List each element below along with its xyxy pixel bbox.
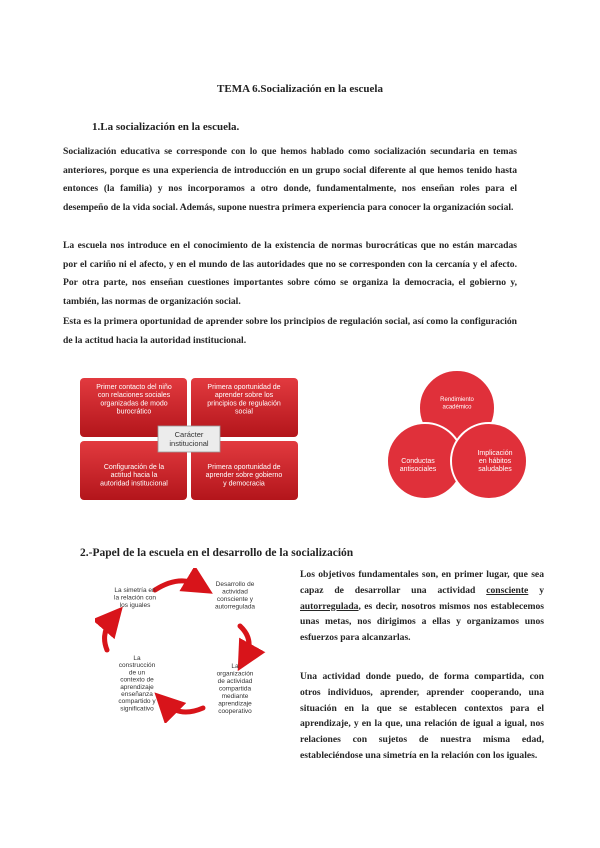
cycle-1-line: actividad <box>222 588 248 596</box>
section-heading-1: 1.La socialización en la escuela. <box>92 121 240 133</box>
cycle-2-line: de actividad <box>217 678 253 685</box>
venn-3-line: en hábitos <box>478 458 512 465</box>
shared-activity-paragraph: Una actividad donde puedo, de forma compartida, con otros individuos, aprender, aprender cooperando, una situación en la que se establecen contextos para el aprendizaje, y en la que, una relación de igual a igual, nos relaciones con sujetos de nuestra misma edad, estableciéndose una simetría en la relación con los iguales. <box>300 671 544 761</box>
cycle-arrow-2 <box>240 626 249 658</box>
cycle-2-line: cooperativo <box>218 708 252 715</box>
quadrant-4-line: aprender sobre gobierno <box>205 472 283 480</box>
cycle-3-line: La <box>133 655 141 662</box>
cycle-arrow-3 <box>165 703 203 712</box>
quadrant-1-line: con relaciones sociales <box>97 392 171 400</box>
cycle-4-line: los iguales <box>119 602 151 609</box>
cycle-2-line: aprendizaje <box>218 700 252 708</box>
underlined-self-regulated: autorregulada <box>300 600 359 612</box>
cycle-1-line: autorregulada <box>214 603 256 611</box>
quadrant-2-line: principios de regulación <box>207 400 281 408</box>
quadrant-4-line: y democracia <box>223 480 265 488</box>
quadrant-3-line: Configuración de la <box>103 464 165 471</box>
cycle-3-line: significativo <box>120 705 154 713</box>
venn-2-line: Conductas <box>401 458 435 465</box>
venn-diagram <box>385 368 530 503</box>
paragraph-2: La escuela nos introduce en el conocimiento de la existencia de normas burocráticas que no están marcadas por el cariño ni el afecto, y en el mundo de las autoridades que no se corresponden con la cercanía y el afecto. Por otra parte, nos enseñan cuestiones importantes sobre cómo se organiza la democracia, el gobierno y, también, las normas de organización social. <box>63 240 517 307</box>
venn-label-1 <box>440 397 474 411</box>
cycle-item-1 <box>215 581 255 611</box>
cycle-3-line: de un <box>128 669 146 677</box>
cycle-item-3 <box>118 655 156 712</box>
cycle-3-line: aprendizaje <box>120 683 154 691</box>
cycle-2-line: La <box>231 663 239 670</box>
section-heading-2: 2.-Papel de la escuela en el desarrollo de la socialización <box>80 547 354 559</box>
cycle-3-line: compartido y <box>118 698 156 706</box>
page-title: TEMA 6.Socialización en la escuela <box>217 83 383 95</box>
center-label <box>169 430 209 448</box>
venn-label-2 <box>400 458 437 473</box>
objectives-text-start: Los objetivos fundamentales son, en primer lugar, que sea capaz de desarrollar una actividad <box>300 569 544 596</box>
cycle-1-line: consciente y <box>216 596 254 603</box>
cycle-3-line: construcción <box>118 662 156 670</box>
venn-3-line: saludables <box>478 466 512 473</box>
cycle-3-line: enseñanza <box>121 691 153 698</box>
quadrant-2-line: Primera oportunidad de <box>207 384 281 391</box>
cycle-1-line: Desarrollo de <box>215 581 255 588</box>
quadrant-1-line: Primer contacto del niño <box>96 384 172 391</box>
venn-1-line: académico <box>442 404 472 411</box>
cycle-arrow-1 <box>155 581 200 590</box>
paragraph-3: Esta es la primera oportunidad de aprender sobre los principios de regulación social, así como la configuración de la actitud hacia la autoridad institucional. <box>63 316 517 346</box>
objectives-text-end: , es decir, nosotros mismos nos establecemos unas metas, nos dirigimos a ellas y organizamos unos esfuerzos para alcanzarlas. <box>300 600 544 644</box>
objectives-text-and: y <box>528 584 544 596</box>
quadrant-2-line: aprender sobre los <box>214 392 274 400</box>
venn-1-line: Rendimiento <box>440 397 474 403</box>
center-line: Carácter <box>174 430 204 439</box>
cycle-4-line: La simetría en <box>114 587 156 594</box>
institutional-character-diagram <box>80 378 298 500</box>
quadrant-4-line: Primera oportunidad de <box>207 464 281 471</box>
objectives-paragraph <box>300 567 544 646</box>
cycle-2-line: compartida <box>218 685 252 693</box>
quadrant-1-line: organizadas de modo <box>100 400 168 408</box>
cycle-2-line: organización <box>216 670 254 678</box>
quadrant-1-line: burocrático <box>116 408 152 416</box>
cycle-3-line: contexto de <box>120 676 154 684</box>
cycle-4-line: la relación con <box>114 594 156 602</box>
quadrant-3-line: autoridad institucional <box>100 480 168 488</box>
cycle-item-4 <box>114 587 156 609</box>
paragraph-1: Socialización educativa se corresponde con lo que hemos hablado como socialización secundaria en temas anteriores, porque es una experiencia de introducción en un grupo social diferente al que hemos tenido hasta entonces (la familia) y nos incorporamos a otro donde, fundamentalmente, nos enseñan roles para el desempeño de la vida social. Además, supone nuestra primera experiencia para conocer la organización social. <box>63 146 517 213</box>
cycle-2-line: mediante <box>221 693 249 700</box>
center-line: institucional <box>169 439 209 448</box>
quadrant-2-line: social <box>235 408 253 416</box>
cycle-item-2 <box>217 663 254 715</box>
venn-3-line: Implicación <box>477 450 513 457</box>
venn-2-line: antisociales <box>399 466 437 473</box>
cycle-diagram <box>95 568 290 723</box>
cycle-arrow-4 <box>105 618 113 650</box>
underlined-conscious: consciente <box>486 584 529 596</box>
venn-label-3 <box>477 450 512 473</box>
quadrant-3-line: actitud hacia la <box>110 472 158 480</box>
